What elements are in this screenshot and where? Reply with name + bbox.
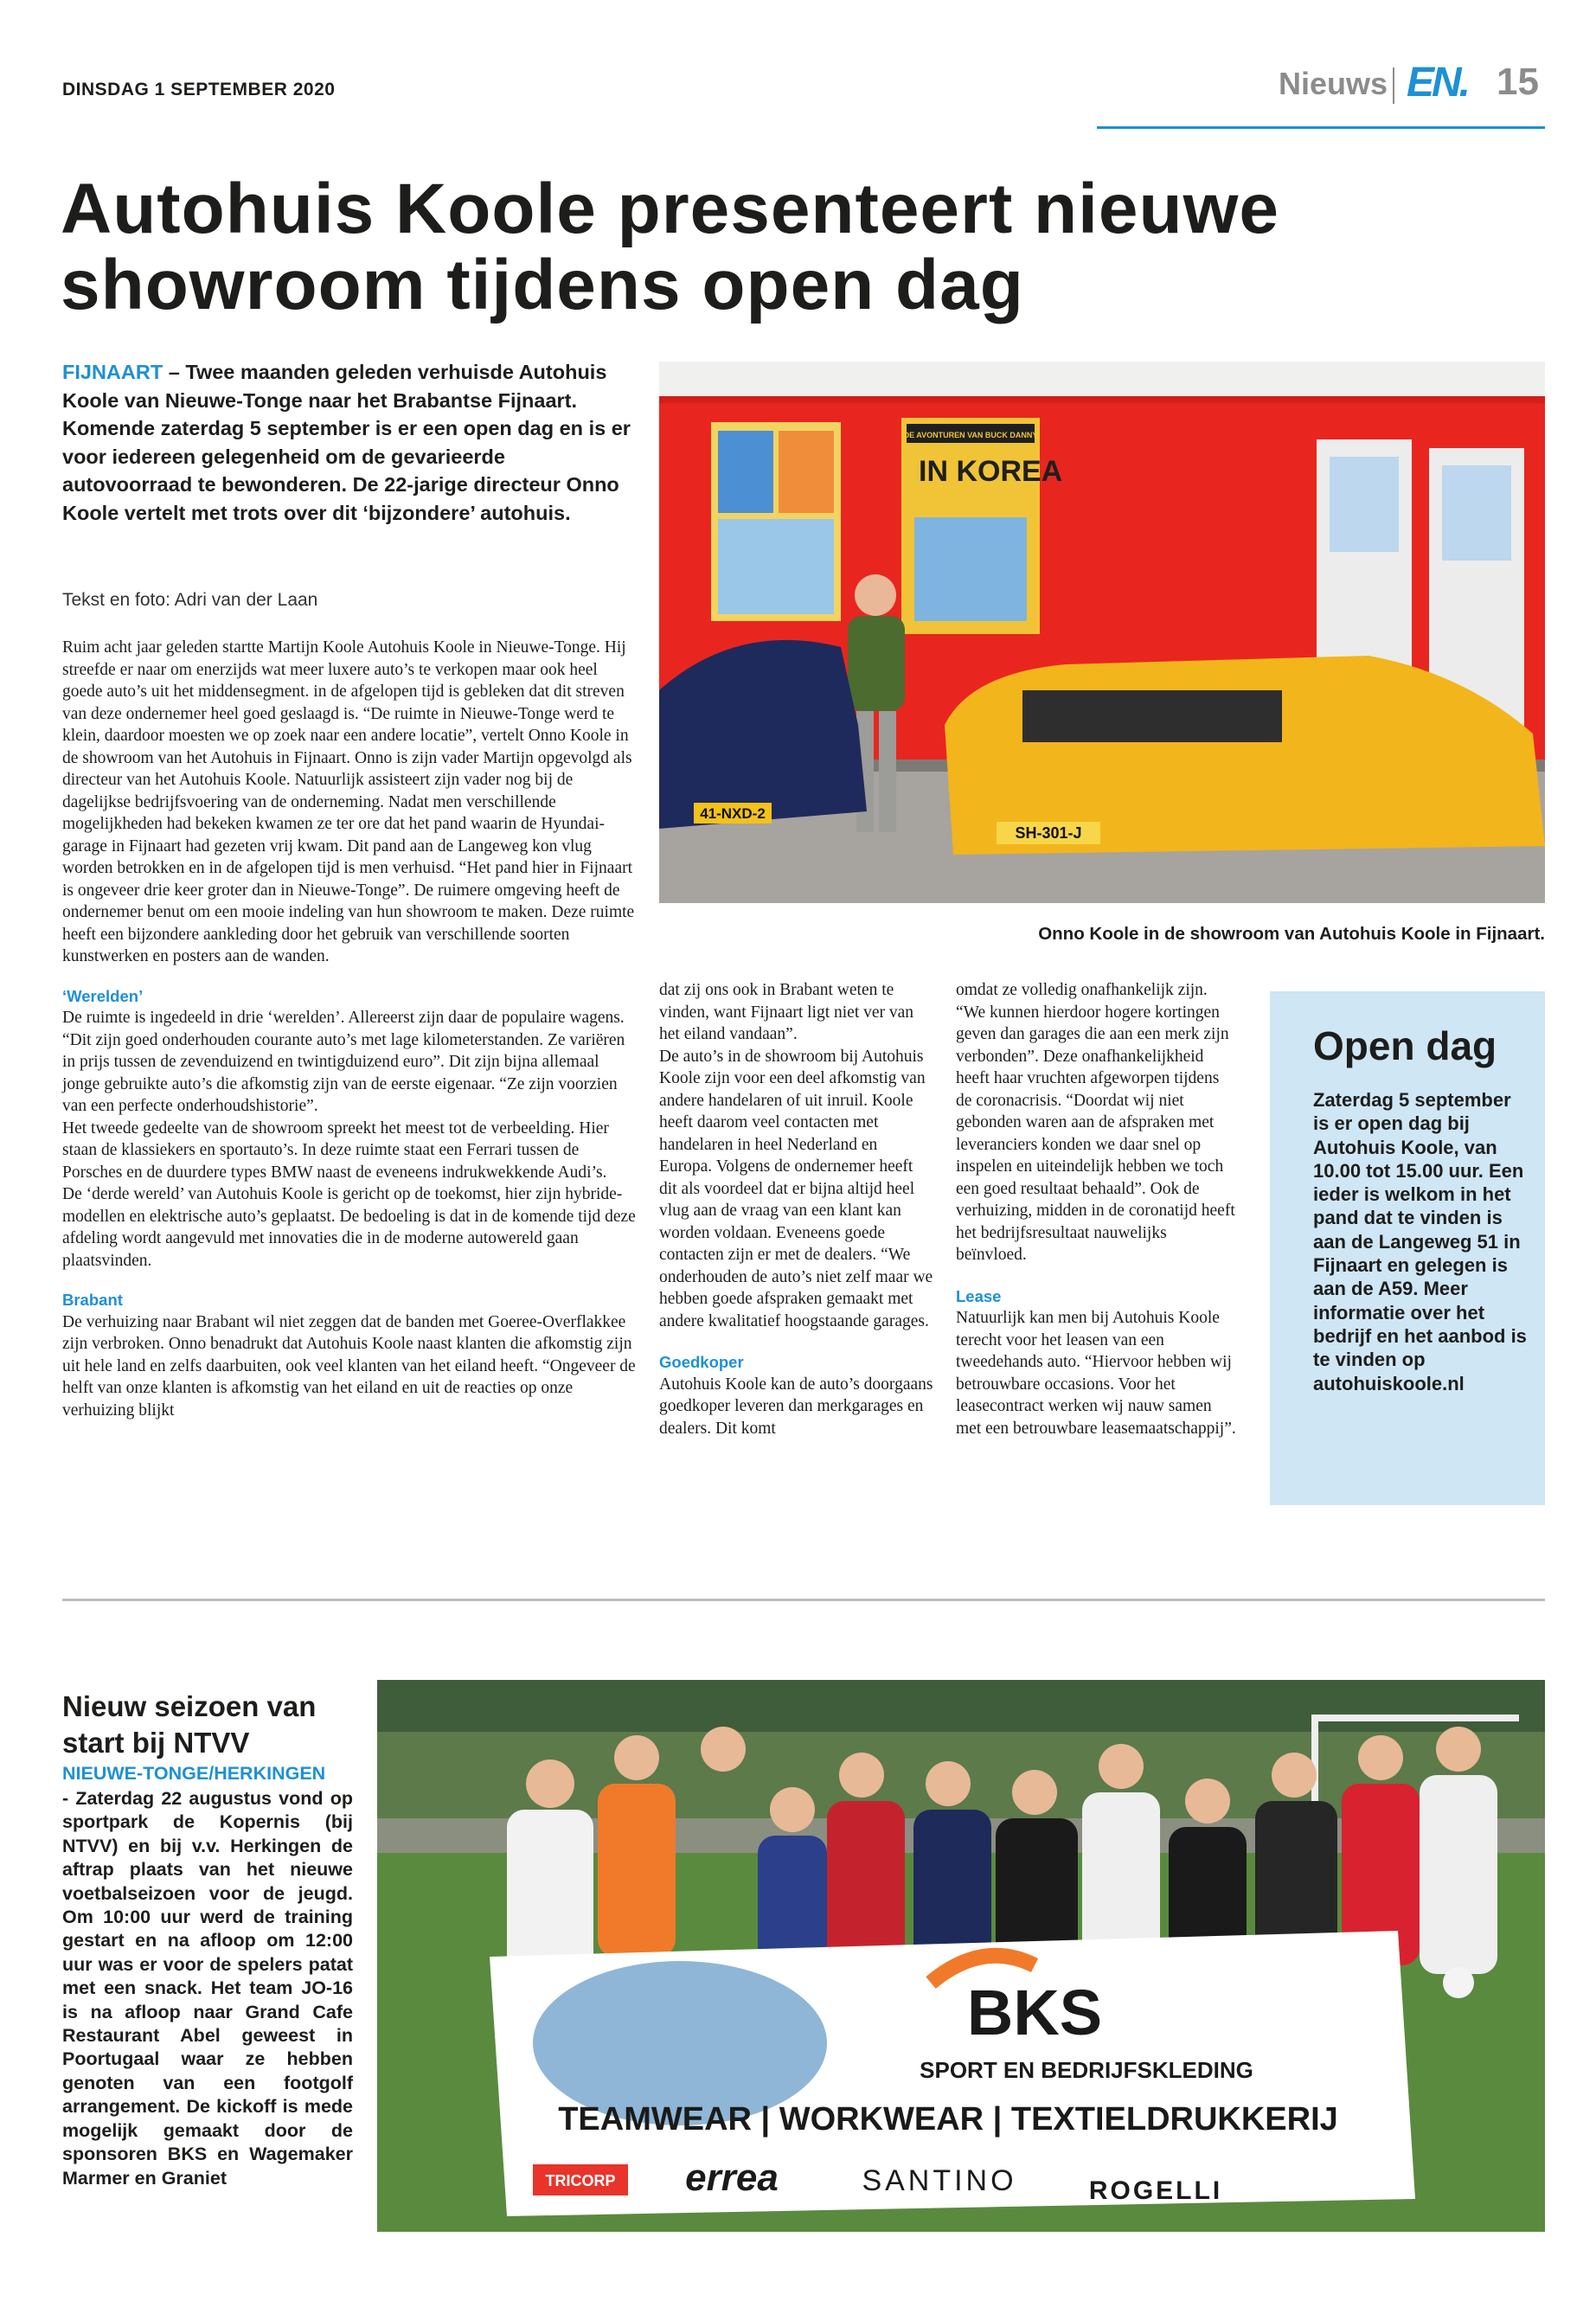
showroom-photo-drawing [659,362,1545,903]
intro-text: – Twee maanden geleden verhuisde Autohuis Koole van Nieuwe-Tonge naar het Brabantse Fijnaart. Komende zaterdag 5 september is er een open dag en is er voor iedereen gelegenheid om de gevarieerde autovoorraad te bewonderen. De 22-jarige directeur Onno Koole vertelt met trots over dit ‘bijzondere’ autohuis. [62,361,631,524]
subhead-werelden: ‘Werelden’ [62,986,144,1005]
article-column-2 [659,979,934,1439]
team-photo [377,1680,1545,2232]
poster-top-text: DE AVONTUREN VAN BUCK DANNY [903,431,1038,439]
section-label: Nieuws [1279,66,1388,101]
headline-line-2: showroom tijdens open dag [61,246,1024,324]
banner-tagline: SPORT EN BEDRIJFSKLEDING [920,2057,1253,2083]
page-number: 15 [1497,61,1539,103]
header-rule [1097,126,1545,129]
showroom-photo [659,362,1545,903]
paragraph: dat zij ons ook in Brabant weten te vinden, want Fijnaart ligt niet ver van het eiland vandaan”. [659,981,914,1043]
photo-caption: Onno Koole in de showroom van Autohuis Koole in Fijnaart. [1038,924,1545,944]
issue-date: DINSDAG 1 SEPTEMBER 2020 [62,80,336,99]
ntvv-body: - Zaterdag 22 augustus vond op sportpark de Kopernis (bij NTVV) en bij v.v. Herkingen de aftrap plaats van het nieuwe voetbalseizoen voor de jeugd. Om 10:00 uur werd de training gestart en na afloop om 12:00 uur was er voor de spelers patat met een snack. Het team JO-16 is na afloop naar Grand Cafe Restaurant Abel geweest in Poortugaal waar ze hebben genoten van een footgolf arrangement. De kickoff is mede mogelijk gemaakt door de sponsoren BKS en Wagemaker Marmer en Graniet [62,1788,353,2189]
team-photo-drawing [377,1680,1545,2232]
plate-left: 41-NXD-2 [700,805,766,822]
paragraph: De verhuizing naar Brabant wil niet zeggen dat de banden met Goeree-Overflakkee zijn verbroken. Onno benadrukt dat Autohuis Koole naast klanten die afkomstig zijn uit hele land en zelfs daarbuiten, ook veel klanten van het eiland heeft. “Ongeveer de helft van onze klanten is afkomstig van het eiland en uit de reacties op onze verhuizing blijkt [62,1312,636,1420]
article-column-1 [62,637,638,1421]
dateline: FIJNAART [62,361,163,383]
banner-logo-santino: SANTINO [862,2164,1017,2197]
article-headline [61,171,1358,324]
headline-line-1: Autohuis Koole presenteert nieuwe [61,170,1279,248]
paragraph: De ruimte is ingedeeld in drie ‘werelden’. Allereerst zijn daar de populaire wagens. “Dit zijn goed onderhouden courante auto’s met lage kilometerstanden. Ze variëren in prijs tussen de zevenduizend en twintigduizend euro”. Dit zijn bijna allemaal jonge gebruikte auto’s die afkomstig zijn van de eerste eigenaar. “Ze zijn voorzien van een perfecte onderhoudshistorie”. [62,1009,625,1115]
newspaper-logo: EN. [1407,60,1469,106]
infobox-title: Open dag [1313,1023,1497,1068]
header-divider [1393,67,1394,104]
paragraph: omdat ze volledig onafhankelijk zijn. “We kunnen hierdoor hogere kortingen geven dan garages die aan een merk zijn verbonden”. Deze onafhankelijkheid heeft haar vruchten afgeworpen tijdens de coronacrisis. “Doordat wij niet gebonden waren aan de afspraken met leveranciers konden we daar snel op inspelen en uiteindelijk hebben we toch een goed resultaat behaald”. Ook de verhuizing, midden in de coronatijd heeft het bedrijfsresultaat nauwelijks beïnvloed. [956,981,1235,1264]
photo-credit: Tekst en foto: Adri van der Laan [62,590,318,610]
paragraph: Ruim acht jaar geleden startte Martijn Koole Autohuis Koole in Nieuwe-Tonge. Hij streefde er naar om enerzijds wat meer luxere auto’s te verkopen maar ook heel goede auto’s uit het middensegment. in de afgelopen tijd is gebleken dat dit streven van deze ondernemer heel goed geslaagd is. “De ruimte in Nieuwe-Tonge werd te klein, daardoor moesten we op zoek naar een andere locatie”, vertelt Onno Koole in de showroom van het Autohuis in Fijnaart. Onno is zijn vader Martijn opgevolgd als directeur van het Autohuis Koole. Natuurlijk assisteert zijn vader nog bij de dagelijkse bedrijfsvoering van de onderneming. Nadat men verschillende mogelijkheden had bekeken kwamen ze ter ore dat het pand waarin de Hyundai-garage in Fijnaart had gezeten vrij kwam. Dit pand aan de Langeweg kon vlug worden betrokken en in de afgelopen tijd is men verhuisd. “Het pand hier in Fijnaart is ongeveer drie keer groter dan in Nieuwe-Tonge”. De ruimere omgeving heeft de ondernemer benut om een mooie indeling van hun showroom te maken. Deze ruimte heeft een bijzondere aankleding door het gebruik van verschillende soorten kunstwerken en posters aan de wanden. [62,638,635,965]
subhead-goedkoper: Goedkoper [659,1353,744,1371]
paragraph: Autohuis Koole kan de auto’s doorgaans goedkoper leveren dan merkgarages en dealers. Dit komt [659,1375,933,1438]
banner-logo-tricorp: TRICORP [545,2172,616,2189]
paragraph: Natuurlijk kan men bij Autohuis Koole terecht voor het leasen van een tweedehands auto. “Hiervoor hebben wij betrouwbare occasions. Voor het leasecontract werken wij nauw samen met een betrouwbare leasemaatschappij”. [956,1309,1236,1438]
article-column-3 [956,979,1237,1439]
ntvv-dateline: NIEUWE-TONGE/HERKINGEN [62,1763,326,1784]
ntvv-headline: Nieuw seizoen van start bij NTVV [62,1690,317,1759]
subhead-lease: Lease [956,1286,1002,1305]
banner-logo-errea: errea [685,2157,779,2199]
paragraph: De auto’s in de showroom bij Autohuis Koole zijn voor een deel afkomstig van andere handelaren of uit inruil. Koole heeft daarom veel contacten met handelaren in heel Nederland en Europa. Volgens de ondernemer heeft dit als voordeel dat er bijna altijd heel vlug aan de vraag van een klant kan worden voldaan. Eveneens goede contacten zijn er met de dealers. “We onderhouden de auto’s niet zelf maar we hebben goede afspraken gemaakt met andere kwalitatief hoogstaande garages. [659,1047,933,1330]
paragraph: Het tweede gedeelte van de showroom spreekt het meest tot de verbeelding. Hier staan de klassiekers en sportauto’s. In deze ruimte staat een Ferrari tussen de Porsches en de duurdere types BMW naast de eveneens indrukwekkende Audi’s. [62,1118,609,1182]
section-divider [62,1599,1545,1601]
banner-brand: BKS [966,1977,1103,2048]
plate-right: SH-301-J [1015,824,1082,842]
banner-logo-rogelli: ROGELLI [1088,2176,1223,2205]
paragraph: De ‘derde wereld’ van Autohuis Koole is gericht op de toekomst, hier zijn hybride-modellen en elektrische auto’s geplaatst. De bedoeling is dat in de komende tijd deze afdeling wordt aangevuld met innovaties die in de moderne autowereld gaan plaatsvinden. [62,1185,636,1270]
banner-services: TEAMWEAR | WORKWEAR | TEXTIELDRUKKERIJ [558,2101,1338,2138]
poster-title: IN KOREA [919,455,1063,488]
article-intro [62,358,638,527]
subhead-brabant: Brabant [62,1291,123,1309]
infobox-body: Zaterdag 5 september is er open dag bij Autohuis Koole, van 10.00 tot 15.00 uur. Een ieder is welkom in het pand dat te vinden is aan de Langeweg 51 in Fijnaart en gelegen is aan de A59. Meer informatie over het bedrijf en het aanbod is te vinden op autohuiskoole.nl [1313,1089,1527,1394]
